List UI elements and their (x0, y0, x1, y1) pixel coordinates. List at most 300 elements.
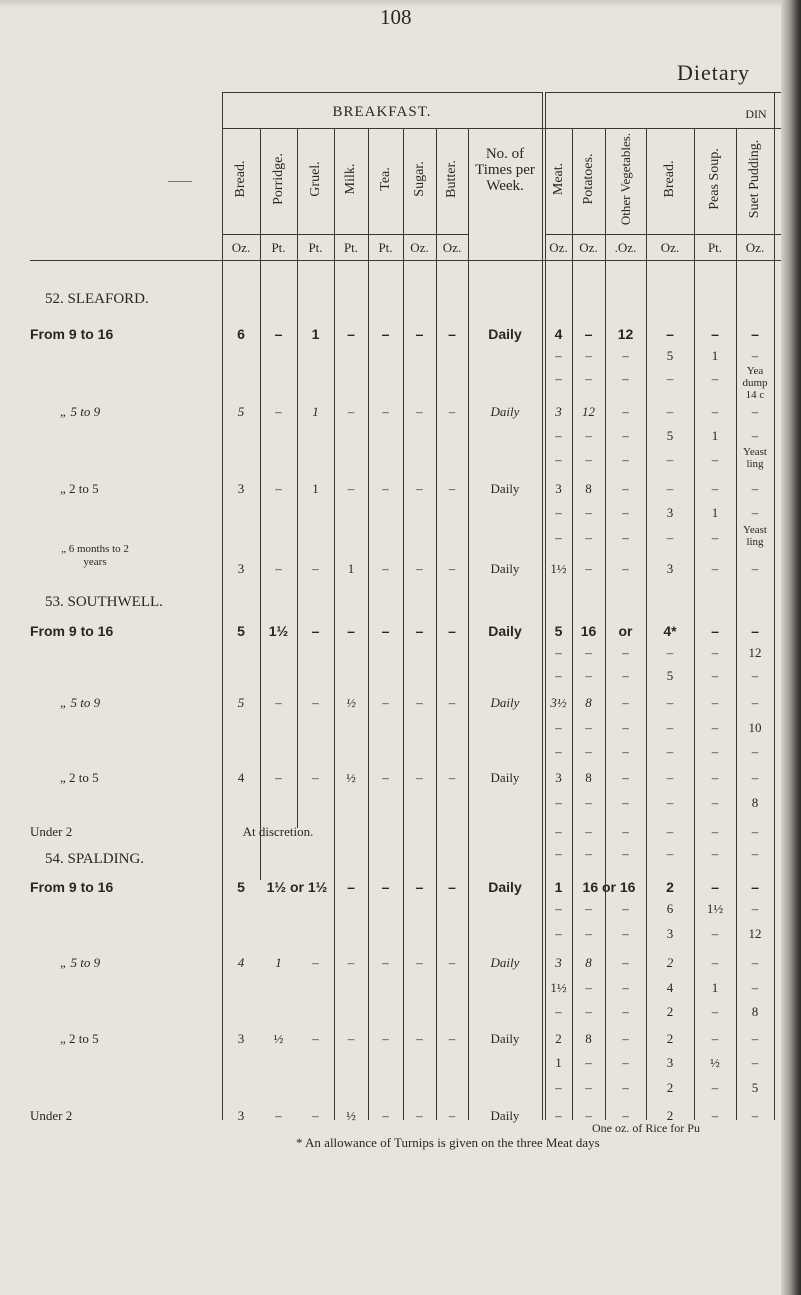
table-cell: – (584, 326, 593, 342)
table-cell: – (555, 530, 562, 545)
table-cell: – (448, 561, 456, 576)
col-header-label: Bread. (233, 160, 248, 198)
table-cell: – (711, 1108, 719, 1123)
table-cell: – (666, 846, 674, 861)
table-cell: 12 (617, 326, 634, 342)
table-cell: 3 (237, 481, 245, 496)
col-header-label: Other Vegetables. (617, 132, 633, 226)
table-cell: 1 (275, 955, 282, 970)
table-cell: – (382, 561, 389, 576)
rule-col-14 (774, 92, 775, 1120)
dinner-col-header (617, 132, 635, 226)
table-cell: – (347, 481, 355, 496)
table-cell: 1 (711, 505, 719, 520)
table-cell: – (751, 1031, 759, 1046)
table-cell: 3 (237, 561, 245, 576)
table-cell: – (585, 452, 592, 467)
table-cell: – (585, 1055, 592, 1070)
table-cell: – (312, 770, 319, 785)
table-cell: 1½ (706, 901, 724, 916)
col-header-label: Butter. (444, 160, 459, 198)
table-cell: Daily (488, 623, 522, 639)
table-cell: ½ (346, 1108, 356, 1123)
unit-cell: Oz. (442, 240, 462, 255)
breakfast-col-header (377, 144, 395, 214)
table-cell: – (555, 1108, 562, 1123)
row-label: „ 5 to 9 (60, 404, 101, 419)
dinner-col-header (661, 144, 679, 214)
table-cell: – (622, 645, 629, 660)
table-cell: Daily (490, 404, 520, 419)
table-cell: Daily (490, 695, 520, 710)
table-cell: Daily (490, 770, 520, 785)
table-cell: – (711, 744, 719, 759)
table-cell: – (751, 1108, 759, 1123)
table-cell: – (416, 1031, 423, 1046)
col-header-label: Potatoes. (580, 153, 596, 205)
table-cell: – (311, 623, 320, 639)
breakfast-col-header (307, 144, 325, 214)
table-cell: – (622, 481, 629, 496)
table-cell: 3 (237, 1031, 245, 1046)
table-cell: 1½ (268, 623, 289, 639)
table-cell: – (555, 452, 562, 467)
table-cell: – (585, 1080, 592, 1095)
table-cell: – (585, 505, 592, 520)
table-cell: – (666, 824, 674, 839)
table-cell: Yea dump 14 c (742, 365, 768, 401)
row-label: „ 2 to 5 (60, 481, 99, 496)
table-cell: 5 (554, 623, 563, 639)
table-cell: – (666, 530, 674, 545)
table-cell: – (751, 404, 759, 419)
table-cell: – (751, 744, 759, 759)
table-cell: – (382, 695, 389, 710)
table-cell: Daily (488, 879, 522, 895)
table-cell: 5 (666, 348, 674, 363)
table-cell: – (622, 1108, 629, 1123)
table-cell: 3½ (550, 695, 567, 710)
dinner-col-header (706, 144, 724, 214)
table-cell: 2 (666, 1080, 674, 1095)
table-cell: – (622, 1055, 629, 1070)
table-cell: – (415, 879, 424, 895)
table-cell: Yeast ling (743, 446, 767, 470)
table-cell: 5 (666, 668, 674, 683)
table-cell: – (585, 530, 592, 545)
table-cell: – (448, 770, 456, 785)
table-cell: – (711, 955, 719, 970)
table-cell: – (312, 955, 319, 970)
table-cell: – (751, 668, 759, 683)
table-cell: – (666, 744, 674, 759)
table-cell: 16 (580, 623, 597, 639)
table-cell: – (711, 371, 719, 386)
col-header-label: Gruel. (307, 161, 323, 197)
table-cell: – (555, 505, 562, 520)
table-cell: 1 (554, 879, 563, 895)
turnips-footnote: * An allowance of Turnips is given on the three Meat days (296, 1135, 600, 1150)
table-cell: – (751, 846, 759, 861)
table-cell: – (275, 695, 282, 710)
table-cell: – (751, 695, 759, 710)
table-cell: – (622, 824, 629, 839)
table-cell: – (555, 824, 562, 839)
table-cell: 3 (555, 770, 562, 785)
table-cell: – (347, 404, 355, 419)
table-cell: – (711, 326, 719, 342)
rule-header-bottom (30, 260, 781, 261)
table-cell: 3 (666, 1055, 674, 1070)
table-cell: – (711, 770, 719, 785)
table-cell: 8 (751, 795, 759, 810)
unit-cell: Oz. (579, 240, 598, 255)
rule-below-group (222, 128, 781, 129)
row-label: Under 2 (30, 1108, 73, 1123)
table-cell: 1½ (550, 980, 567, 995)
table-cell: – (275, 1108, 282, 1123)
table-cell: – (622, 795, 629, 810)
table-cell: – (711, 824, 719, 839)
table-cell: – (448, 1031, 456, 1046)
table-cell: ½ (273, 1031, 284, 1046)
page-number: 108 (380, 5, 412, 29)
table-cell: Daily (490, 1031, 520, 1046)
table-cell: – (555, 795, 562, 810)
table-cell: 16 or 16 (582, 879, 636, 895)
table-cell: – (622, 371, 629, 386)
table-cell: – (622, 770, 629, 785)
table-cell: – (381, 879, 390, 895)
table-cell: – (711, 668, 719, 683)
unit-cell: Pt. (343, 240, 359, 255)
table-cell: – (622, 668, 629, 683)
dinner-heading: DIN (745, 107, 767, 121)
table-cell: – (555, 744, 562, 759)
row-label: „ 2 to 5 (60, 1031, 99, 1046)
table-cell: 10 (748, 720, 762, 735)
table-cell: – (275, 481, 282, 496)
row-label: „ 6 months to 2 years (61, 543, 129, 568)
table-cell: – (585, 348, 592, 363)
rule-top-dinner (545, 92, 781, 93)
table-cell: – (347, 1031, 355, 1046)
unit-cell: Pt. (378, 240, 393, 255)
table-cell: – (751, 326, 759, 342)
table-cell: 1½ or 1½ (266, 879, 328, 895)
table-cell: – (622, 955, 629, 970)
table-cell: – (555, 348, 562, 363)
table-cell: – (666, 720, 674, 735)
table-cell: 4 (237, 955, 245, 970)
table-cell: – (666, 326, 674, 342)
breakfast-heading: BREAKFAST. (332, 104, 432, 120)
page-title: Dietary (677, 60, 750, 85)
table-cell: – (666, 481, 674, 496)
table-cell: – (585, 371, 592, 386)
table-cell: – (448, 404, 456, 419)
table-cell: ½ (346, 695, 356, 710)
table-cell: 5 (666, 428, 674, 443)
table-cell: – (555, 428, 562, 443)
table-cell: – (751, 561, 759, 576)
table-cell: – (711, 795, 719, 810)
table-cell: – (585, 1108, 592, 1123)
table-cell: – (381, 326, 390, 342)
dinner-col-header (746, 139, 764, 219)
table-cell: – (622, 720, 629, 735)
table-cell: – (751, 623, 759, 639)
row-label: Under 2 (30, 824, 73, 839)
unit-cell: Oz. (410, 240, 429, 255)
table-cell: – (585, 744, 592, 759)
table-cell: – (585, 720, 592, 735)
table-cell: – (751, 980, 759, 995)
rule-units-breakfast (222, 234, 468, 235)
table-cell: – (666, 770, 674, 785)
table-cell: – (585, 428, 592, 443)
table-cell: 12 (748, 645, 762, 660)
col-header-label: Porridge. (270, 153, 286, 205)
unit-cell: Pt. (707, 240, 723, 255)
row-label: From 9 to 16 (30, 623, 114, 639)
table-cell: 8 (585, 1031, 592, 1046)
table-cell: 3 (666, 505, 674, 520)
times-per-week-heading: No. of Times per Week. (475, 146, 535, 194)
dinner-col-header (580, 144, 598, 214)
table-cell: – (555, 645, 562, 660)
unit-cell: Oz. (231, 240, 251, 255)
table-cell: – (347, 326, 355, 342)
table-cell: 4 (554, 326, 563, 342)
rule-units-dinner (545, 234, 781, 235)
table-cell: 12 (748, 926, 762, 941)
table-cell: ½ (710, 1055, 720, 1070)
table-cell: – (622, 452, 629, 467)
table-cell: – (275, 561, 282, 576)
breakfast-col-header (270, 144, 288, 214)
unit-cell: Oz. (660, 240, 680, 255)
table-cell: – (711, 645, 719, 660)
table-cell: – (555, 371, 562, 386)
table-cell: 5 (237, 695, 245, 710)
row-label: „ 5 to 9 (60, 695, 101, 710)
table-cell: ½ (346, 770, 356, 785)
unit-cell: Pt. (308, 240, 323, 255)
table-cell: – (622, 428, 629, 443)
breakfast-col-header (342, 144, 360, 214)
table-cell: 4 (237, 770, 245, 785)
table-cell: – (711, 481, 719, 496)
table-cell: – (711, 452, 719, 467)
table-cell: 1 (312, 404, 319, 419)
table-cell: – (555, 926, 562, 941)
table-cell: – (555, 720, 562, 735)
unit-cell: Oz. (549, 240, 568, 255)
table-cell: – (622, 505, 629, 520)
table-cell: – (382, 1031, 389, 1046)
table-cell: – (448, 695, 456, 710)
table-cell: Yeast ling (743, 524, 767, 548)
table-cell: – (416, 955, 423, 970)
table-cell: 2 (555, 1031, 562, 1046)
table-cell: – (382, 955, 389, 970)
breakfast-col-header (411, 144, 429, 214)
table-cell: – (585, 795, 592, 810)
table-cell: – (711, 561, 719, 576)
table-cell: – (666, 452, 674, 467)
table-cell: – (622, 695, 629, 710)
table-cell: – (275, 404, 282, 419)
table-cell: – (448, 326, 456, 342)
table-cell: – (622, 1004, 629, 1019)
col-header-label: Meat. (550, 162, 566, 196)
table-cell: 4 (666, 980, 674, 995)
table-cell: – (555, 1080, 562, 1095)
table-cell: 3 (555, 404, 562, 419)
table-cell: – (416, 695, 423, 710)
row-label: From 9 to 16 (30, 879, 114, 895)
col-header-label: Milk. (343, 163, 358, 195)
table-cell: – (585, 901, 592, 916)
table-cell: – (751, 348, 759, 363)
row-label: From 9 to 16 (30, 326, 114, 342)
table-cell: 3 (555, 955, 562, 970)
table-cell: – (585, 561, 592, 576)
table-cell: – (622, 901, 629, 916)
row-label: „ 5 to 9 (60, 955, 101, 970)
table-cell: – (711, 1031, 719, 1046)
table-cell: – (751, 1055, 759, 1070)
section-sleaford: 52. SLEAFORD. (45, 291, 149, 307)
col-header-label: Tea. (377, 167, 393, 191)
table-cell: – (382, 770, 389, 785)
table-cell: 8 (585, 955, 592, 970)
table-cell: – (415, 623, 424, 639)
table-cell: – (347, 879, 355, 895)
table-cell: – (711, 879, 719, 895)
table-cell: – (666, 695, 674, 710)
table-cell: – (312, 1108, 319, 1123)
table-cell: – (711, 695, 719, 710)
table-cell: – (416, 770, 423, 785)
table-cell: 2 (666, 1004, 674, 1019)
breakfast-col-header (232, 144, 250, 214)
table-cell: – (711, 720, 719, 735)
table-cell: 8 (585, 770, 592, 785)
table-cell: 8 (751, 1004, 759, 1019)
table-cell: – (622, 846, 629, 861)
table-cell: 1 (312, 481, 319, 496)
table-cell: Daily (488, 326, 522, 342)
table-cell: 6 (237, 326, 245, 342)
table-cell: – (312, 561, 319, 576)
table-cell: – (555, 901, 562, 916)
table-cell: – (555, 1004, 562, 1019)
table-cell: 12 (582, 404, 595, 419)
table-cell: – (448, 481, 456, 496)
table-cell: – (585, 846, 592, 861)
table-cell: – (312, 1031, 319, 1046)
table-cell: – (382, 1108, 389, 1123)
table-cell: – (751, 505, 759, 520)
table-cell: – (416, 481, 423, 496)
table-cell: – (711, 530, 719, 545)
table-cell: – (751, 955, 759, 970)
table-cell: – (622, 1031, 629, 1046)
table-cell: – (666, 404, 674, 419)
table-cell: – (347, 955, 355, 970)
table-cell: 1 (555, 1055, 562, 1070)
table-cell: 3 (666, 926, 674, 941)
table-cell: – (666, 645, 674, 660)
rice-note: One oz. of Rice for Pu (592, 1121, 700, 1135)
table-cell: – (711, 1004, 719, 1019)
table-cell: – (711, 404, 719, 419)
unit-cell: Pt. (271, 240, 286, 255)
table-cell: – (711, 846, 719, 861)
page-edge-right (781, 0, 801, 1295)
table-cell: – (751, 428, 759, 443)
section-spalding: 54. SPALDING. (45, 851, 145, 867)
table-cell: 1 (311, 326, 320, 342)
table-cell: – (622, 926, 629, 941)
table-cell: 3 (666, 561, 674, 576)
table-cell: – (751, 901, 759, 916)
table-cell: – (585, 1004, 592, 1019)
rule-top-breakfast (222, 92, 542, 93)
table-cell: – (711, 1080, 719, 1095)
table-cell: 8 (585, 695, 592, 710)
table-cell: – (416, 404, 423, 419)
table-cell: Daily (490, 1108, 520, 1123)
table-cell: – (381, 623, 390, 639)
unit-cell: .Oz. (614, 240, 637, 255)
table-cell: – (448, 879, 456, 895)
table-cell: – (448, 623, 456, 639)
table-cell: – (382, 481, 389, 496)
table-cell: or (618, 623, 633, 639)
table-cell: 5 (237, 879, 245, 895)
table-cell: 6 (666, 901, 674, 916)
table-cell: 2 (666, 1031, 674, 1046)
table-cell: 1 (711, 348, 719, 363)
table-cell: – (622, 744, 629, 759)
col-header-label: Sugar. (411, 161, 427, 197)
table-cell: – (751, 770, 759, 785)
table-cell: – (585, 980, 592, 995)
table-cell: At discretion. (242, 824, 314, 839)
table-cell: – (622, 980, 629, 995)
table-cell: – (585, 645, 592, 660)
table-cell: – (347, 623, 355, 639)
table-cell: – (448, 955, 456, 970)
table-cell: – (448, 1108, 456, 1123)
dinner-col-header (550, 144, 568, 214)
table-cell: – (274, 326, 283, 342)
table-cell: – (275, 770, 282, 785)
table-cell: – (585, 926, 592, 941)
col-header-label: Peas Soup. (707, 148, 722, 210)
rule-col-2 (297, 128, 298, 828)
col-header-label: Bread. (662, 160, 677, 198)
blank-header-dash: —— (168, 173, 192, 187)
table-cell: – (555, 668, 562, 683)
section-southwell: 53. SOUTHWELL. (45, 594, 163, 610)
table-cell: – (622, 530, 629, 545)
table-cell: – (622, 561, 629, 576)
table-cell: – (666, 795, 674, 810)
